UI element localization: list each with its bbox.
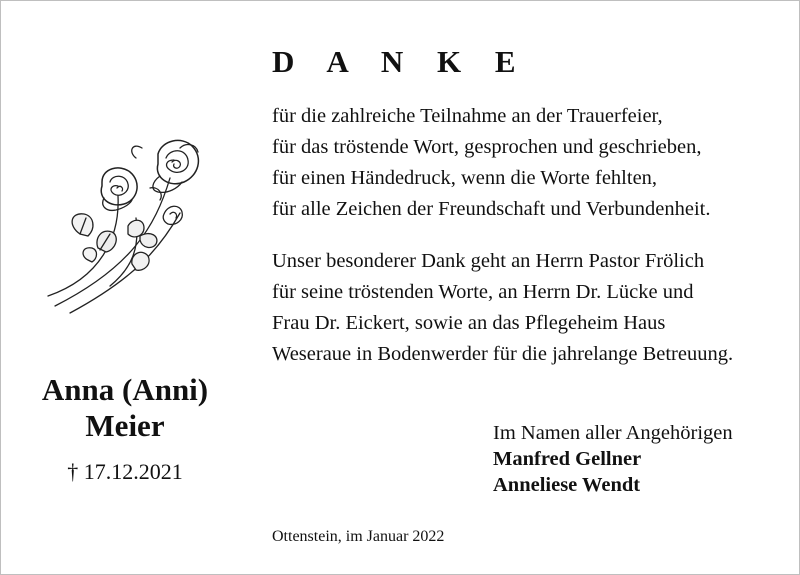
special-thanks-paragraph bbox=[272, 246, 733, 370]
signature-block bbox=[493, 420, 733, 498]
signature-name-1: Manfred Gellner bbox=[493, 448, 642, 470]
place-date-footer: Ottenstein, im Januar 2022 bbox=[272, 528, 445, 545]
roses-icon bbox=[40, 118, 240, 318]
heading-danke: D A N K E bbox=[272, 44, 529, 79]
signature-intro: Im Namen aller Angehörigen bbox=[493, 422, 733, 444]
special-thanks-line: Frau Dr. Eickert, sowie an das Pflegeheim Haus bbox=[272, 312, 666, 334]
thanks-line: für das tröstende Wort, gesprochen und geschrieben, bbox=[272, 136, 702, 158]
death-date: † 17.12.2021 bbox=[67, 459, 183, 484]
special-thanks-line: für seine tröstenden Worte, an Herrn Dr. Lücke und bbox=[272, 281, 694, 303]
deceased-name-line1: Anna (Anni) bbox=[41, 372, 209, 407]
left-column bbox=[0, 0, 250, 575]
signature-name-2: Anneliese Wendt bbox=[493, 474, 641, 496]
deceased-name-line2: Meier bbox=[85, 408, 165, 443]
thanks-line: für die zahlreiche Teilnahme an der Trauerfeier, bbox=[272, 105, 663, 127]
special-thanks-line: Unser besonderer Dank geht an Herrn Pastor Frölich bbox=[272, 250, 705, 272]
thanks-line: für alle Zeichen der Freundschaft und Verbundenheit. bbox=[272, 198, 711, 220]
thanks-paragraph bbox=[272, 101, 711, 225]
thanks-line: für einen Händedruck, wenn die Worte fehlten, bbox=[272, 167, 658, 189]
special-thanks-line: Weseraue in Bodenwerder für die jahrelange Betreuung. bbox=[272, 343, 734, 365]
